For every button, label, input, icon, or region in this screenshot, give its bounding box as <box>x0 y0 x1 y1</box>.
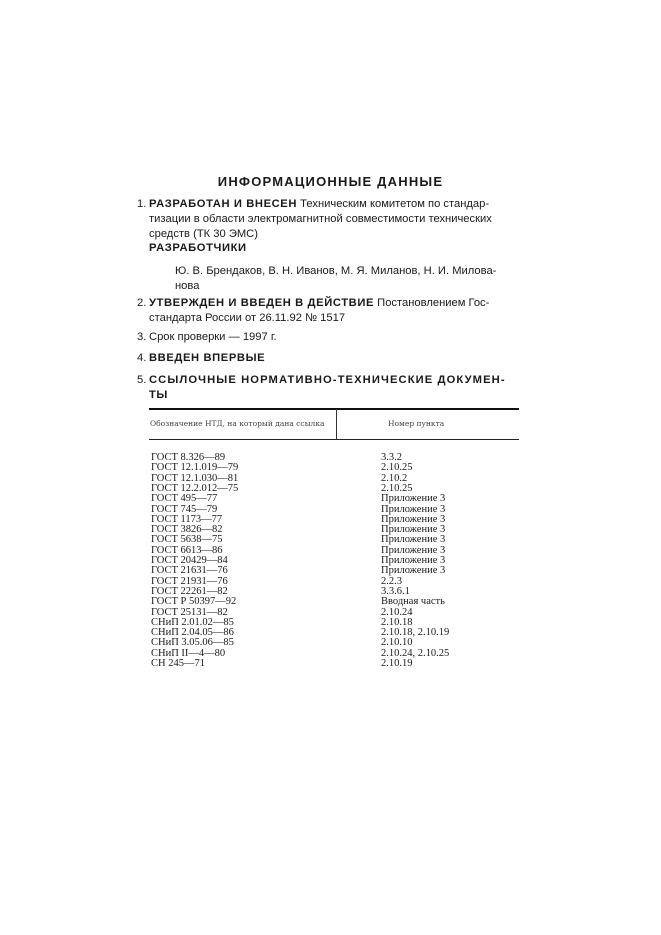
section-lead: РАЗРАБОТАН И ВНЕСЕН <box>149 198 298 210</box>
row-point: Приложение 3 <box>381 513 446 525</box>
section-text: Постановлением Гос- <box>377 297 490 309</box>
section-review <box>137 330 519 345</box>
section-references <box>137 373 519 403</box>
row-point: Приложение 3 <box>381 565 446 577</box>
row-point: 2.10.2 <box>381 472 408 484</box>
section-text: средств (ТК 30 ЭМС) <box>149 228 258 240</box>
row-point: 2.10.25 <box>381 482 413 494</box>
row-document: ГОСТ 21631—76 <box>151 565 228 577</box>
row-document: СНиП II—4—80 <box>151 647 226 659</box>
row-point: 2.10.25 <box>381 462 413 474</box>
row-document: СНиП 2.01.02—85 <box>151 616 234 628</box>
row-document: ГОСТ 5638—75 <box>151 534 223 546</box>
row-document: ГОСТ Р 50397—92 <box>151 596 237 608</box>
section-text: Техническим комитетом по стандар- <box>300 198 490 210</box>
row-document: СНиП 3.05.06—85 <box>151 637 234 649</box>
row-point: 2.2.3 <box>381 575 402 587</box>
row-document: ГОСТ 12.2.012—75 <box>151 482 239 494</box>
row-point: Приложение 3 <box>381 524 446 536</box>
row-document: ГОСТ 495—77 <box>151 493 218 505</box>
table-column-separator <box>336 409 337 439</box>
section-number: 1. <box>137 198 147 210</box>
row-point: Приложение 3 <box>381 534 446 546</box>
row-point: 2.10.18, 2.10.19 <box>381 627 450 639</box>
section-number: 3. <box>137 331 147 343</box>
row-document: ГОСТ 8.326—89 <box>151 452 226 463</box>
row-point: 2.10.10 <box>381 637 413 649</box>
table-header-rule <box>149 439 519 440</box>
row-point: 2.10.24 <box>381 606 413 618</box>
row-point: Приложение 3 <box>381 544 446 556</box>
row-document: ГОСТ 3826—82 <box>151 524 223 536</box>
section-number: 2. <box>137 297 147 309</box>
row-document: ГОСТ 745—79 <box>151 503 218 515</box>
developers-heading <box>149 241 519 256</box>
row-point: Приложение 3 <box>381 503 446 515</box>
developers-list <box>149 264 519 294</box>
row-document: СН 245—71 <box>151 658 205 669</box>
section-text: тизации в области электромагнитной совместимости технических <box>149 213 492 225</box>
table-top-rule <box>149 408 519 410</box>
table-header-document: Обозначение НТД, на который дана ссылка <box>150 419 325 428</box>
row-document: ГОСТ 25131—82 <box>151 606 228 618</box>
page-title: ИНФОРМАЦИОННЫЕ ДАННЫЕ <box>217 174 444 189</box>
row-document: ГОСТ 22261—82 <box>151 585 228 597</box>
table-header-point: Номер пункта <box>388 419 445 428</box>
row-document: ГОСТ 6613—86 <box>151 544 223 556</box>
section-text: Срок проверки — 1997 г. <box>149 331 277 343</box>
section-number: 5. <box>137 374 147 386</box>
row-point: Вводная часть <box>381 596 445 608</box>
developers-line: нова <box>175 280 200 292</box>
row-point: 2.10.18 <box>381 616 413 628</box>
row-point: 2.10.24, 2.10.25 <box>381 647 450 659</box>
section-text: стандарта России от 26.11.92 № 1517 <box>149 312 346 324</box>
section-approved <box>137 296 519 326</box>
section-developed <box>137 197 519 242</box>
section-first-introduced <box>137 351 519 366</box>
row-point: Приложение 3 <box>381 555 446 566</box>
row-document: СНиП 2.04.05—86 <box>151 627 234 639</box>
developers-heading-text: РАЗРАБОТЧИКИ <box>149 242 247 254</box>
row-point: 2.10.19 <box>381 658 413 669</box>
row-document: ГОСТ 12.1.019—79 <box>151 462 239 474</box>
section-text: ВВЕДЕН ВПЕРВЫЕ <box>149 352 266 364</box>
section-text: ТЫ <box>149 389 168 401</box>
row-document: ГОСТ 1173—77 <box>151 513 223 525</box>
section-lead: УТВЕРЖДЕН И ВВЕДЕН В ДЕЙСТВИЕ <box>149 297 375 309</box>
row-document: ГОСТ 21931—76 <box>151 575 228 587</box>
row-point: 3.3.2 <box>381 452 402 463</box>
section-number: 4. <box>137 352 147 364</box>
row-point: 3.3.6.1 <box>381 585 410 597</box>
section-text: ССЫЛОЧНЫЕ НОРМАТИВНО-ТЕХНИЧЕСКИЕ ДОКУМЕН- <box>149 374 506 386</box>
row-document: ГОСТ 20429—84 <box>151 555 228 566</box>
row-document: ГОСТ 12.1.030—81 <box>151 472 239 484</box>
row-point: Приложение 3 <box>381 493 446 505</box>
developers-line: Ю. В. Брендаков, В. Н. Иванов, М. Я. Миланов, Н. И. Милова- <box>175 265 497 277</box>
